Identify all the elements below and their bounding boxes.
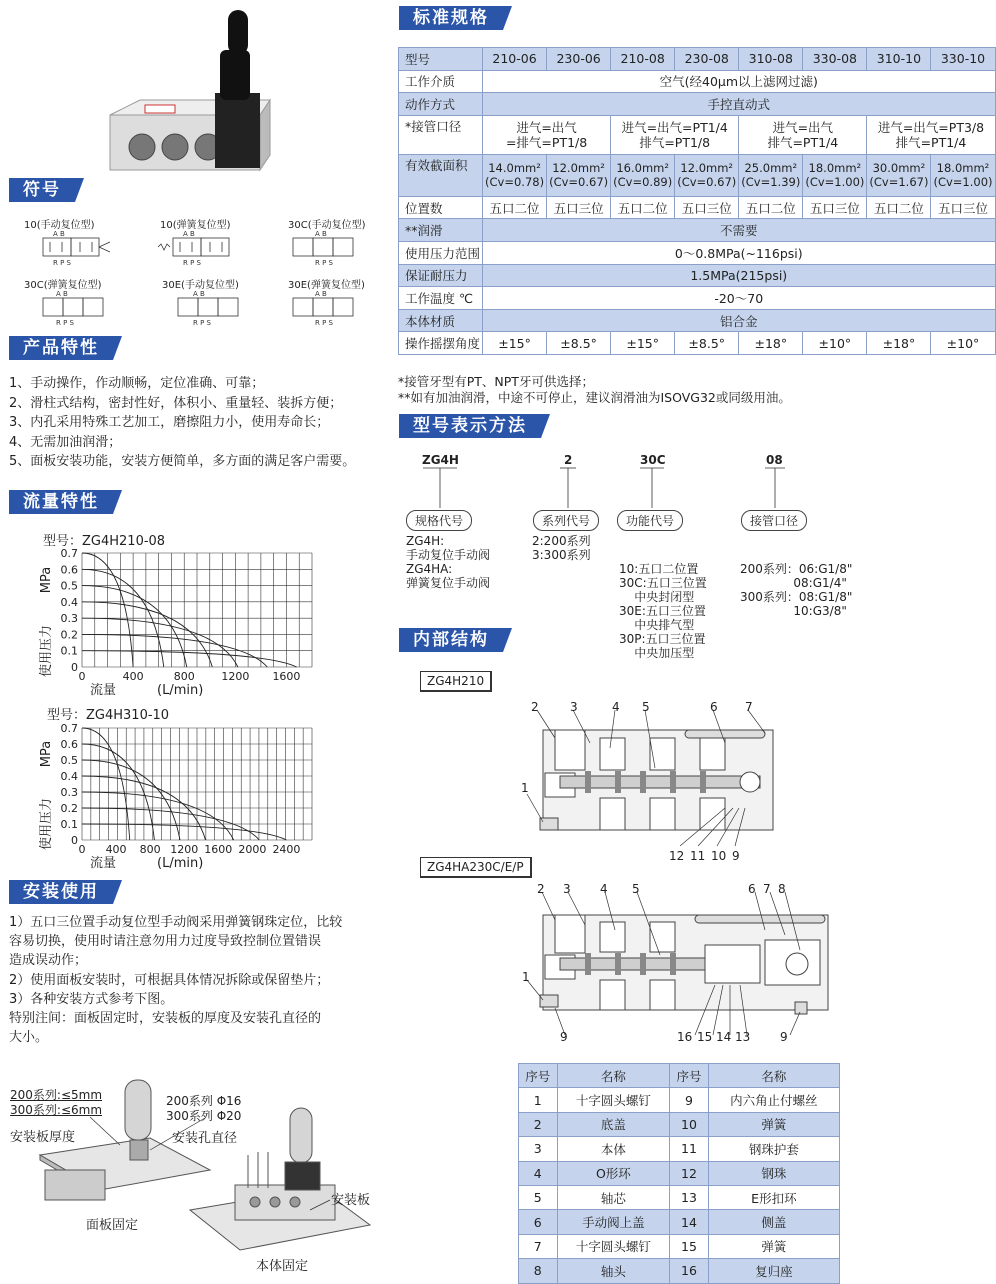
y-tick-label: 0.7 (60, 547, 78, 560)
install-hole-label: 安装孔直径 (172, 1131, 238, 1146)
y-axis-label: MPa (39, 566, 54, 594)
callout: 2 (537, 882, 545, 896)
x-tick-label: 800 (139, 843, 161, 856)
table-row: 1 十字圆头螺钉 9 内六角止付螺丝 (519, 1088, 840, 1112)
table-row: 5 轴芯 13 E形扣环 (519, 1185, 840, 1209)
x-tick-label: 1200 (170, 843, 199, 856)
install-thick-1: 200系列:≤5mm (10, 1088, 103, 1102)
install-hole-1: 200系列 Φ16 (166, 1094, 242, 1108)
valve-symbols (18, 228, 368, 328)
callout: 13 (735, 1030, 751, 1044)
internal-model-2: ZG4HA230C/E/P (420, 857, 532, 878)
y-tick-label: 0.2 (60, 628, 78, 642)
table-row: 动作方式 手控直动式 (399, 93, 996, 116)
x-tick-label: 0 (78, 843, 86, 856)
table-row: 7 十字圆头螺钉 15 弹簧 (519, 1234, 840, 1258)
table-row: 3 本体 11 钢珠护套 (519, 1137, 840, 1161)
svg-text:R P S: R P S (193, 319, 211, 327)
note-line: **如有加油润滑，中途不可停止，建议润滑油为ISOVG32或同级用油。 (398, 390, 791, 405)
callout: 1 (522, 970, 530, 984)
feature-item: 4、无需加油润滑； (9, 434, 122, 450)
features-list (9, 374, 355, 472)
install-body-fix: 本体固定 (256, 1259, 309, 1274)
svg-text:A B: A B (53, 230, 65, 238)
callout: 4 (612, 700, 620, 714)
table-row: 有效截面积 14.0mm² (Cv=0.78) 12.0mm² (Cv=0.67) 16.0mm² (Cv=0.89) 12.0mm² (Cv=0.67) 25.0mm² (Cv=1.39) 18.0mm² (Cv=1.00) 30.0mm² (Cv=1.67) 18.0mm² (Cv=1.00) (399, 154, 996, 196)
flow-curve (82, 792, 234, 840)
callout: 9 (732, 849, 740, 863)
table-row: 位置数 五口二位 五口三位 五口二位 五口三位 五口二位 五口三位 五口二位 五口三位 (399, 196, 996, 219)
model-label-port: 接管口径 (741, 510, 807, 531)
spec-table (398, 47, 996, 355)
table-row: 操作摇摆角度 ±15° ±8.5° ±15° ±8.5° ±18° ±10° ±18° ±10° (399, 332, 996, 355)
callout: 14 (716, 1030, 732, 1044)
install-panel-fix: 面板固定 (86, 1218, 139, 1233)
table-row: 2 底盖 10 弹簧 (519, 1112, 840, 1136)
symbol-label: 30E(手动复位型) (162, 280, 239, 291)
symbol-label: 10(弹簧复位型) (160, 220, 231, 231)
y-axis-label: 使用压力 (39, 624, 54, 677)
symbol-label: 30C(弹簧复位型) (24, 280, 102, 291)
section-title-internal: 内部结构 (399, 628, 503, 652)
table-row: 型号 210-06 230-06 210-08 230-08 310-08 330-08 310-10 330-10 (399, 48, 996, 71)
install-hole-2: 300系列 Φ20 (166, 1109, 242, 1123)
model-code-port: 08 (766, 453, 783, 467)
x-tick-label: 400 (105, 843, 127, 856)
svg-text:A B: A B (193, 290, 205, 298)
svg-text:A B: A B (315, 230, 327, 238)
model-desc-spec: ZG4H: 手动复位手动阀 ZG4HA: 弹簧复位手动阀 (406, 534, 491, 590)
flow-chart-2 (20, 720, 320, 871)
model-label-spec: 规格代号 (406, 510, 472, 531)
section-title-install: 安装使用 (9, 880, 113, 904)
x-tick-label: 1600 (204, 843, 233, 856)
callout: 2 (531, 700, 539, 714)
callout: 3 (570, 700, 578, 714)
model-desc-port: 200系列：06:G1/8" 08:G1/4" 300系列：08:G1/8" 10:G3/8" (740, 562, 853, 618)
callout: 9 (560, 1030, 568, 1044)
x-tick-label: 2000 (238, 843, 267, 856)
note-line: *接管牙型有PT、NPT牙可供选择； (398, 374, 594, 389)
callout: 4 (600, 882, 608, 896)
section-title-model: 型号表示方法 (399, 414, 541, 438)
table-row: 工作介质 空气(经40μm以上滤网过滤) (399, 70, 996, 93)
callout: 6 (710, 700, 718, 714)
parts-table (518, 1063, 840, 1284)
callout: 9 (780, 1030, 788, 1044)
model-code-function: 30C (640, 453, 666, 467)
callout: 10 (711, 849, 727, 863)
table-row: 本体材质 铝合金 (399, 309, 996, 332)
y-tick-label: 0.3 (60, 612, 78, 626)
install-plate: 安装板 (331, 1193, 371, 1208)
model-label-series: 系列代号 (533, 510, 599, 531)
table-row: 8 轴头 16 复归座 (519, 1259, 840, 1283)
flow-chart-1 (20, 545, 320, 698)
y-tick-label: 0 (71, 661, 78, 674)
symbol-label: 30C(手动复位型) (288, 220, 366, 231)
section-title-features: 产品特性 (9, 336, 113, 360)
svg-text:R P S: R P S (56, 319, 74, 327)
svg-text:R P S: R P S (183, 259, 201, 267)
symbol-label: 10(手动复位型) (24, 220, 95, 231)
section-title-flow: 流量特性 (9, 490, 113, 514)
x-axis-unit: (L/min) (157, 683, 204, 698)
table-row: **润滑 不需要 (399, 219, 996, 242)
section-title-symbol: 符号 (9, 178, 75, 202)
install-line: 造成误动作； (9, 953, 88, 969)
model-code-series: 2 (564, 453, 573, 467)
y-tick-label: 0 (71, 834, 78, 847)
table-row: 4 O形环 12 钢珠 (519, 1161, 840, 1185)
y-tick-label: 0.5 (60, 754, 78, 767)
svg-text:A B: A B (56, 290, 68, 298)
y-axis-label: MPa (39, 740, 54, 768)
callout: 5 (632, 882, 640, 896)
model-desc-series: 2:200系列 3:300系列 (532, 534, 591, 562)
svg-text:A B: A B (183, 230, 195, 238)
section-drawing-1 (515, 698, 785, 863)
x-tick-label: 1600 (272, 670, 301, 683)
table-row: 工作温度 ℃ -20～70 (399, 287, 996, 310)
install-line: 容易切换，使用时请注意勿用力过度导致控制位置错误 (9, 934, 322, 950)
callout: 7 (745, 700, 753, 714)
install-line: 大小。 (9, 1030, 49, 1046)
chart2-title: 型号：ZG4H310-10 (47, 708, 170, 723)
y-tick-label: 0.4 (60, 595, 78, 609)
feature-item: 1、手动操作，作动顺畅，定位准确、可靠； (9, 376, 265, 391)
svg-text:R P S: R P S (315, 319, 333, 327)
install-thick-label: 安装板厚度 (10, 1130, 76, 1145)
x-axis-unit: (L/min) (157, 856, 204, 871)
y-axis-label: 使用压力 (39, 797, 54, 850)
x-tick-label: 800 (173, 670, 195, 683)
x-axis-label: 流量 (90, 856, 117, 871)
internal-model-1: ZG4H210 (420, 671, 492, 692)
section-title-spec: 标准规格 (399, 6, 503, 30)
install-notes (9, 913, 342, 1047)
model-label-function: 功能代号 (617, 510, 683, 531)
y-tick-label: 0.1 (60, 818, 78, 831)
svg-text:R P S: R P S (53, 259, 71, 267)
y-tick-label: 0.7 (60, 722, 78, 735)
feature-item: 3、内孔采用特殊工艺加工，磨擦阻力小，使用寿命长； (9, 415, 330, 430)
table-row: 使用压力范围 0～0.8MPa(~116psi) (399, 241, 996, 264)
callout: 3 (563, 882, 571, 896)
y-tick-label: 0.1 (60, 644, 78, 658)
flow-curve (82, 728, 130, 840)
install-line: 特别注间：面板固定时，安装板的厚度及安装孔直径的 (9, 1011, 322, 1027)
chart1-title: 型号：ZG4H210-08 (43, 534, 166, 549)
table-row: 序号 名称 序号 名称 (519, 1064, 840, 1088)
install-line: 2）使用面板安装时，可根据具体情况拆除或保留垫片； (9, 972, 330, 988)
x-tick-label: 2400 (272, 843, 301, 856)
install-line: 1）五口三位置手动复位型手动阀采用弹簧钢珠定位，比较 (9, 915, 343, 930)
install-thick-2: 300系列:≤6mm (10, 1103, 103, 1117)
x-axis-label: 流量 (90, 683, 117, 698)
feature-item: 2、滑柱式结构，密封性好，体积小、重量轻、装拆方便； (9, 395, 343, 411)
callout: 8 (778, 882, 786, 896)
y-tick-label: 0.6 (60, 563, 78, 577)
callout: 6 (748, 882, 756, 896)
section-drawing-2 (515, 880, 840, 1045)
y-tick-label: 0.6 (60, 738, 78, 751)
x-tick-label: 400 (122, 670, 144, 683)
y-tick-label: 0.3 (60, 786, 78, 799)
table-row: 6 手动阀上盖 14 侧盖 (519, 1210, 840, 1234)
svg-text:R P S: R P S (315, 259, 333, 267)
model-code-spec: ZG4H (422, 453, 459, 467)
spec-notes (398, 374, 791, 406)
callout: 12 (669, 849, 685, 863)
callout: 5 (642, 700, 650, 714)
feature-item: 5、面板安装功能，安装方便简单，多方面的满足客户需要。 (9, 454, 356, 469)
install-line: 3）各种安装方式参考下图。 (9, 991, 174, 1007)
callout: 11 (690, 849, 706, 863)
flow-curve (82, 824, 286, 840)
svg-text:A B: A B (315, 290, 327, 298)
table-row: *接管口径 进气=出气 =排气=PT1/8 进气=出气=PT1/4 排气=PT1/8 进气=出气 排气=PT1/4 进气=出气=PT3/8 排气=PT1/4 (399, 115, 996, 154)
flow-curve (82, 760, 180, 840)
callout: 1 (521, 781, 529, 795)
y-tick-label: 0.4 (60, 770, 78, 783)
y-tick-label: 0.5 (60, 579, 78, 593)
table-row: 保证耐压力 1.5MPa(215psi) (399, 264, 996, 287)
callout: 7 (763, 882, 771, 896)
callout: 16 (677, 1030, 693, 1044)
callout: 15 (697, 1030, 713, 1044)
product-photo (100, 5, 270, 180)
flow-curve (82, 618, 238, 667)
x-tick-label: 0 (78, 670, 86, 683)
model-desc-function: 10:五口二位置 30C:五口三位置 中央封闭型 30E:五口三位置 中央排气型 30P:五口三位置 中央加压型 (619, 562, 707, 660)
y-tick-label: 0.2 (60, 802, 78, 815)
symbol-label: 30E(弹簧复位型) (288, 280, 365, 291)
x-tick-label: 1200 (221, 670, 250, 683)
